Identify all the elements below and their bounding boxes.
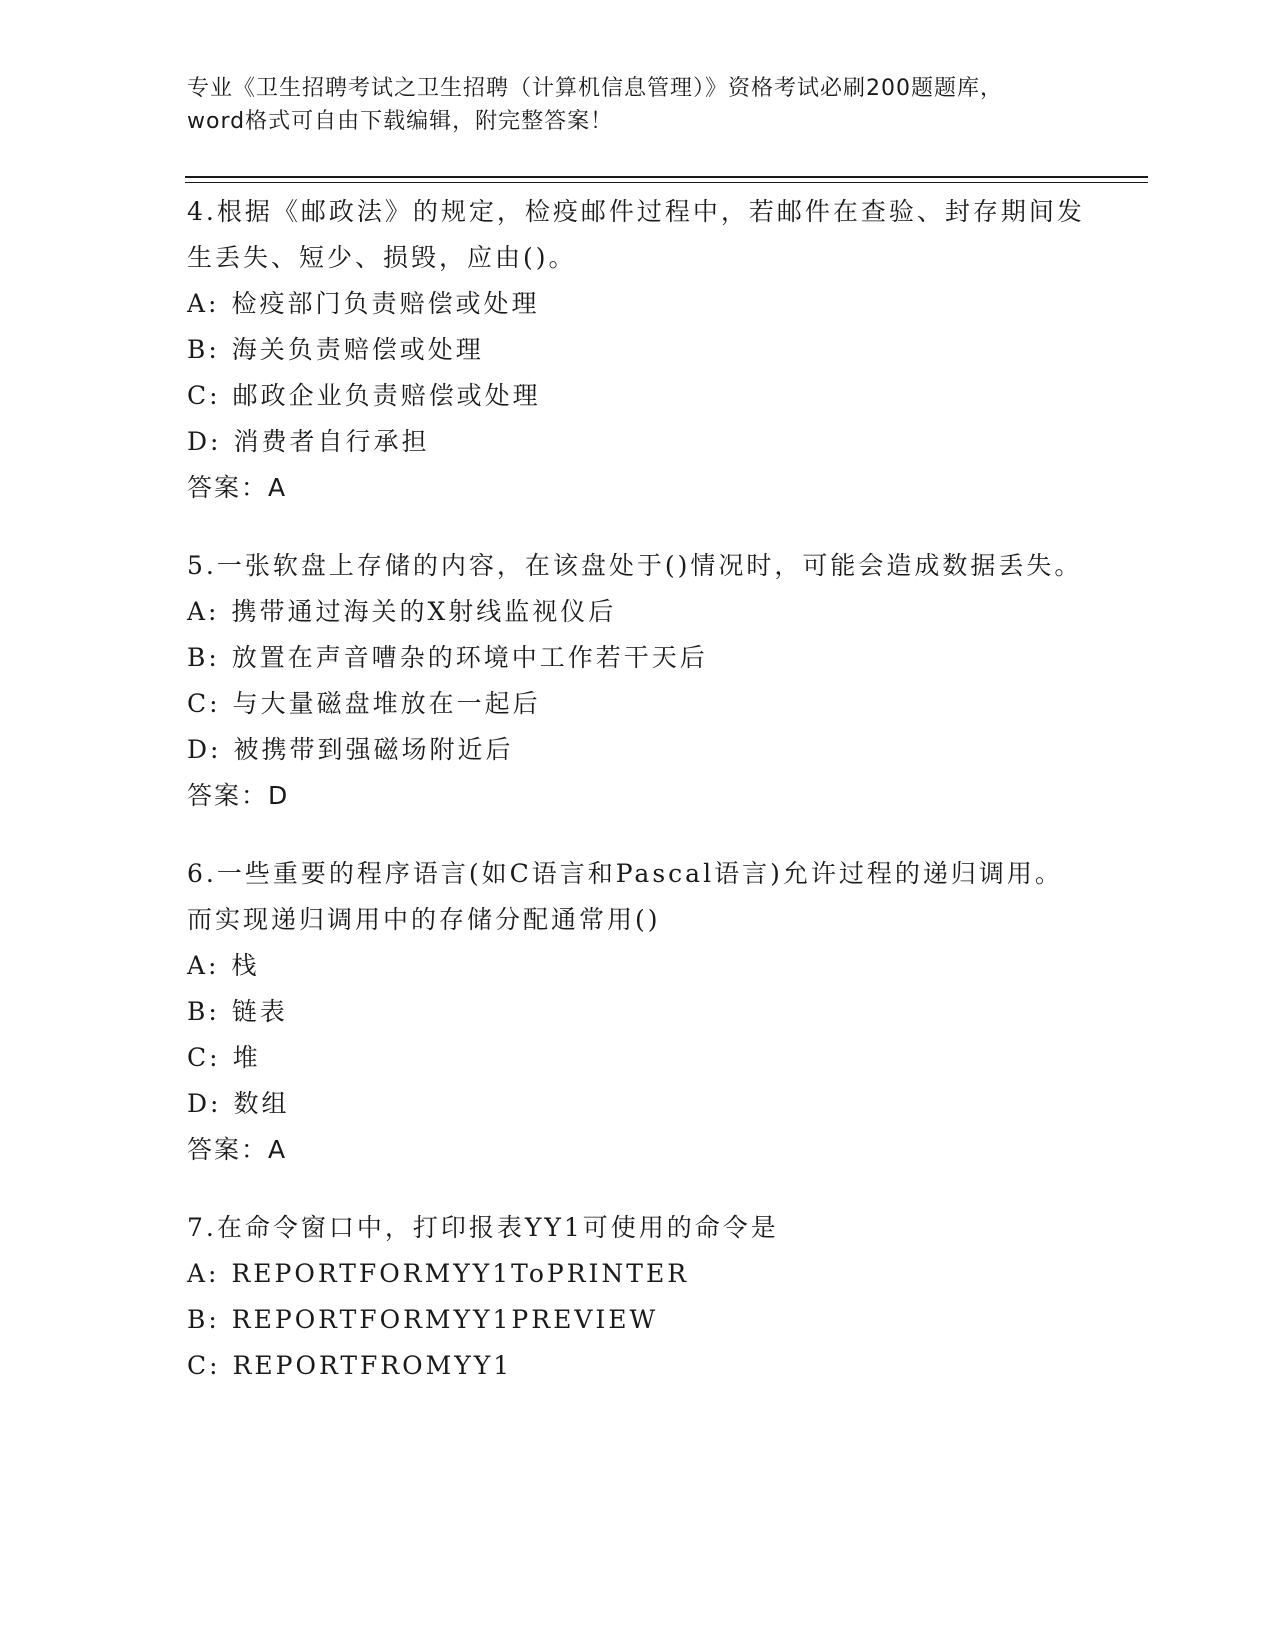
option-text: 链表 — [231, 997, 288, 1026]
option-d — [187, 727, 1087, 773]
question-stem: 5.一张软盘上存储的内容，在该盘处于()情况时，可能会造成数据丢失。 — [187, 551, 1083, 580]
option-label: A: — [187, 1259, 220, 1288]
option-label: C: — [187, 1043, 221, 1072]
answer-line: 答案：A — [187, 1135, 288, 1164]
header-rule-thin — [185, 182, 1148, 183]
option-label: B: — [187, 335, 220, 364]
option-d — [187, 419, 1087, 465]
header-line-1: 专业《卫生招聘考试之卫生招聘（计算机信息管理）》资格考试必刷200题题库， — [187, 76, 1003, 101]
option-text: 携带通过海关的X射线监视仪后 — [231, 597, 617, 626]
option-c — [187, 681, 1087, 727]
answer-line: 答案：D — [187, 781, 290, 810]
option-label: D: — [187, 427, 222, 456]
option-d — [187, 1081, 1087, 1127]
question-5 — [187, 543, 1087, 819]
option-label: B: — [187, 643, 220, 672]
question-list — [187, 189, 1087, 1421]
option-label: A: — [187, 951, 220, 980]
option-a — [187, 281, 1087, 327]
question-stem: 6.一些重要的程序语言(如C语言和Pascal语言)允许过程的递归调用。而实现递归调用中的存储分配通常用() — [187, 859, 1063, 934]
answer-line: 答案：A — [187, 473, 288, 502]
option-a — [187, 1251, 1087, 1297]
option-label: D: — [187, 735, 222, 764]
option-label: C: — [187, 1351, 221, 1380]
option-text: 邮政企业负责赔偿或处理 — [232, 381, 541, 410]
option-a — [187, 943, 1087, 989]
question-7 — [187, 1205, 1087, 1389]
question-4 — [187, 189, 1087, 511]
option-b — [187, 1297, 1087, 1343]
option-c — [187, 1343, 1087, 1389]
option-label: C: — [187, 689, 221, 718]
option-text: REPORTFORMYY1ToPRINTER — [231, 1259, 690, 1288]
question-6 — [187, 851, 1087, 1173]
option-text: 放置在声音嘈杂的环境中工作若干天后 — [231, 643, 708, 672]
document-header — [187, 72, 1087, 138]
option-label: B: — [187, 1305, 220, 1334]
option-text: REPORTFORMYY1PREVIEW — [231, 1305, 659, 1334]
header-rule-thick — [185, 176, 1148, 178]
question-stem: 4.根据《邮政法》的规定，检疫邮件过程中，若邮件在查验、封存期间发生丢失、短少、损毁，应由()。 — [187, 197, 1085, 272]
option-text: 被携带到强磁场附近后 — [233, 735, 514, 764]
option-a — [187, 589, 1087, 635]
option-text: REPORTFROMYY1 — [232, 1351, 513, 1380]
option-c — [187, 1035, 1087, 1081]
option-label: B: — [187, 997, 220, 1026]
option-text: 栈 — [231, 951, 260, 980]
option-label: D: — [187, 1089, 222, 1118]
option-text: 数组 — [233, 1089, 290, 1118]
option-label: C: — [187, 381, 221, 410]
option-b — [187, 635, 1087, 681]
option-b — [187, 989, 1087, 1035]
option-text: 消费者自行承担 — [233, 427, 430, 456]
option-text: 海关负责赔偿或处理 — [231, 335, 484, 364]
option-text: 与大量磁盘堆放在一起后 — [232, 689, 541, 718]
option-text: 堆 — [232, 1043, 261, 1072]
header-line-2: word格式可自由下载编辑，附完整答案！ — [187, 109, 614, 134]
option-text: 检疫部门负责赔偿或处理 — [231, 289, 540, 318]
option-label: A: — [187, 597, 220, 626]
option-c — [187, 373, 1087, 419]
option-label: A: — [187, 289, 220, 318]
question-stem: 7.在命令窗口中，打印报表YY1可使用的命令是 — [187, 1213, 779, 1242]
option-b — [187, 327, 1087, 373]
